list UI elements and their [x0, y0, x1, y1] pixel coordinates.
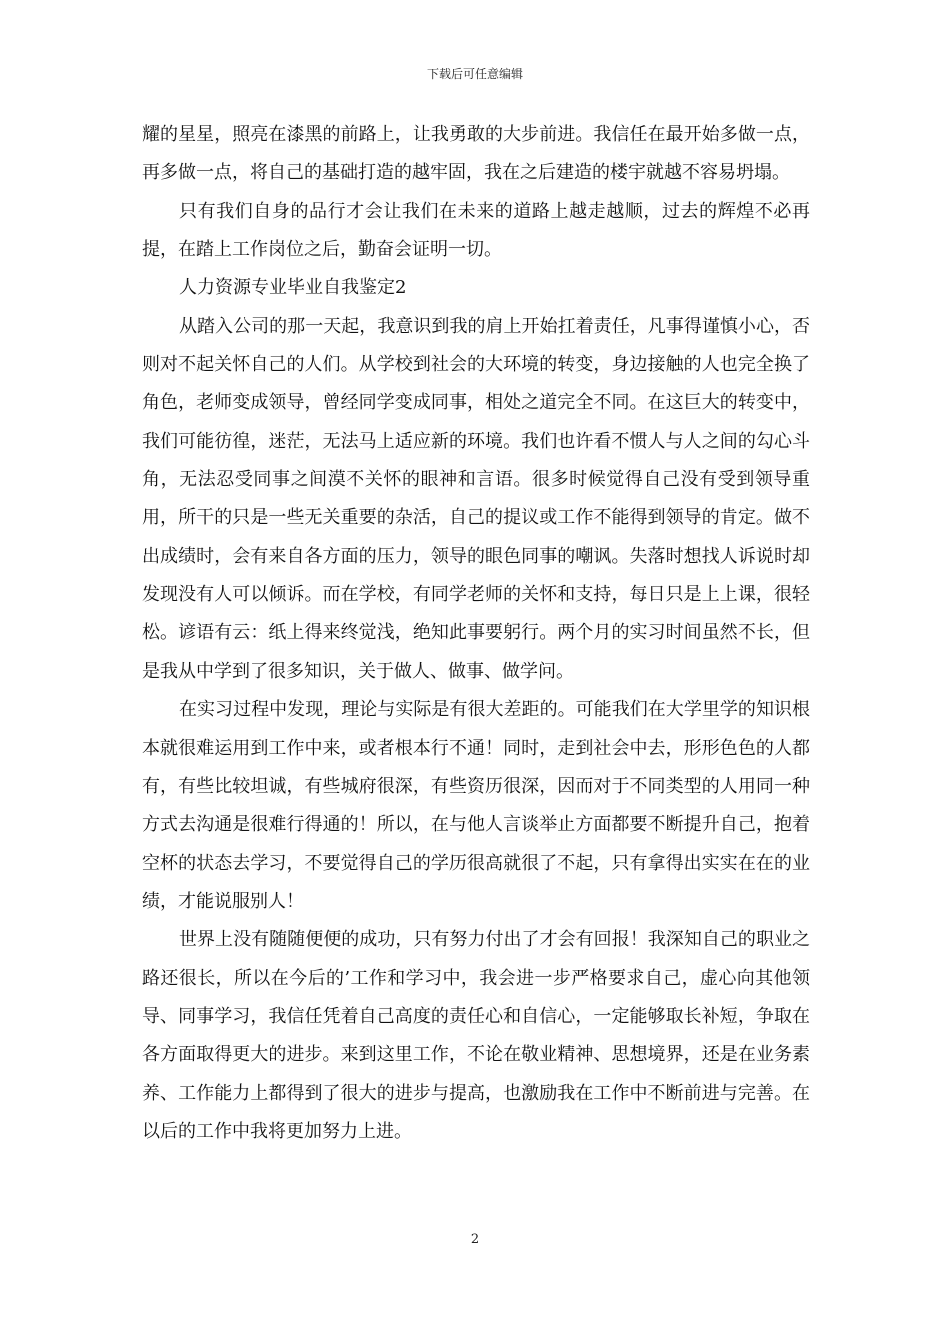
page-number: 2 — [470, 1232, 480, 1247]
paragraph-conduct: 只有我们自身的品行才会让我们在未来的道路上越走越顺，过去的辉煌不必再提，在踏上工作岗位之后，勤奋会证明一切。 — [142, 200, 810, 261]
paragraph-success: 世界上没有随随便便的成功，只有努力付出了才会有回报！我深知自己的职业之路还很长，所以在今后的’工作和学习中，我会进一步严格要求自己，虚心向其他领导、同事学习，我信任凭着自己高度的责任心和自信心，一定能够取长补短，争取在各方面取得更大的进步。来到这里工作，不论在敬业精神、思想境界，还是在业务素养、工作能力上都得到了很大的进步与提高，也激励我在工作中不断前进与完善。在以后的工作中我将更加努力上进。 — [142, 929, 810, 1142]
page-header: 下载后可任意编辑 — [426, 67, 523, 81]
paragraph-responsibility: 从踏入公司的那一天起，我意识到我的肩上开始扛着责任，凡事得谨慎小心，否则对不起关怀自己的人们。从学校到社会的大环境的转变，身边接触的人也完全换了角色，老师变成领导，曾经同学变成同事，相处之道完全不同。在这巨大的转变中，我们可能彷徨，迷茫，无法马上适应新的环境。我们也许看不惯人与人之间的勾心斗角，无法忍受同事之间漠不关怀的眼神和言语。很多时候觉得自己没有受到领导重用，所干的只是一些无关重要的杂活，自己的提议或工作不能得到领导的肯定。做不出成绩时，会有来自各方面的压力，领导的眼色同事的嘲讽。失落时想找人诉说时却发现没有人可以倾诉。而在学校，有同学老师的关怀和支持，每日只是上上课，很轻松。谚语有云：纸上得来终觉浅，绝知此事要躬行。两个月的实习时间虽然不长，但是我从中学到了很多知识，关于做人、做事、做学问。 — [142, 315, 810, 682]
section-heading: 人力资源专业毕业自我鉴定2 — [179, 277, 407, 299]
paragraph-continuation: 耀的星星，照亮在漆黑的前路上，让我勇敢的大步前进。我信任在最开始多做一点，再多做一点，将自己的基础打造的越牢固，我在之后建造的楼宇就越不容易坍塌。 — [142, 124, 810, 184]
paragraph-internship: 在实习过程中发现，理论与实际是有很大差距的。可能我们在大学里学的知识根本就很难运用到工作中来，或者根本行不通！同时，走到社会中去，形形色色的人都有，有些比较坦诚，有些城府很深，有些资历很深，因而对于不同类型的人用同一种方式去沟通是很难行得通的！所以，在与他人言谈举止方面都要不断提升自己，抱着空杯的状态去学习，不要觉得自己的学历很高就很了不起，只有拿得出实实在在的业绩，才能说服别人！ — [142, 699, 810, 912]
document-body — [142, 116, 810, 1151]
